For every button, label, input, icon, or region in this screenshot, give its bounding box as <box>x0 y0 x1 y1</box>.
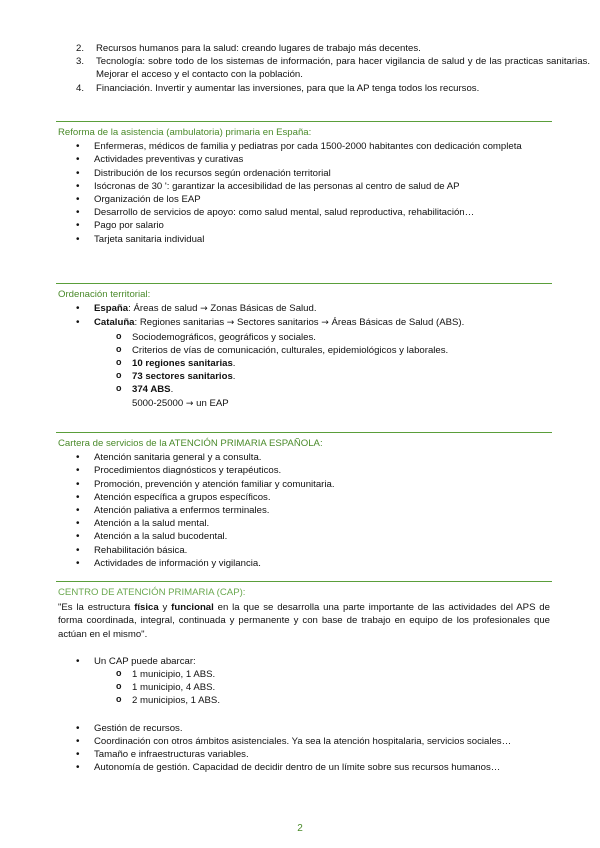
arrow-right-icon: → <box>200 304 208 315</box>
list-item: • Coordinación con otros ámbitos asistenciales. Ya sea la atención hospitalaria, servicios sociales… <box>94 735 552 748</box>
eap-ratio: 5000-25000 → un EAP <box>132 397 229 409</box>
cap-definition: "Es la estructura física y funcional en la que se desarrolla una parte importante de las actividades del APS de forma coordinada, integral, continuada y permanente y con base de trabajo en equipo de los profesionales que actúan en el mismo". <box>58 602 550 640</box>
top-numbered-list <box>58 42 590 95</box>
section-divider <box>56 283 552 284</box>
sub-list-item: o 2 municipios, 1 ABS. <box>132 694 552 707</box>
list-item: • Desarrollo de servicios de apoyo: como salud mental, salud reproductiva, rehabilitación… <box>94 206 552 219</box>
arrow-right-icon: → <box>185 398 194 409</box>
cartera-list <box>56 451 552 570</box>
sub-list-item: o 1 municipio, 1 ABS. <box>132 668 552 681</box>
section-divider <box>56 581 552 582</box>
section-heading: Cartera de servicios de la ATENCIÓN PRIMARIA ESPAÑOLA: <box>58 438 323 449</box>
sub-list-item: o 10 regiones sanitarias. <box>132 357 552 370</box>
list-item: 2. Recursos humanos para la salud: creando lugares de trabajo más decentes. <box>76 43 421 54</box>
list-item: • Atención a la salud bucodental. <box>94 530 552 543</box>
cap-abarcar-sublist <box>94 668 552 708</box>
list-item: • Distribución de los recursos según ordenación territorial <box>94 167 552 180</box>
cap-abarcar-list <box>56 655 552 708</box>
sub-list-item: o 374 ABS. <box>132 383 552 396</box>
list-item: • Autonomía de gestión. Capacidad de decidir dentro de un límite sobre sus recursos humanos… <box>94 761 552 774</box>
sub-list-item: o 73 sectores sanitarios. <box>132 370 552 383</box>
list-item: • Atención sanitaria general y a consulta. <box>94 451 552 464</box>
list-item: • Procedimientos diagnósticos y terapéuticos. <box>94 464 552 477</box>
section-heading: CENTRO DE ATENCIÓN PRIMARIA (CAP): <box>58 587 246 598</box>
list-item: • Atención a la salud mental. <box>94 517 552 530</box>
list-item: • Tamaño e infraestructuras variables. <box>94 748 552 761</box>
section-heading: Reforma de la asistencia (ambulatoria) primaria en España: <box>58 127 312 138</box>
list-item: • Atención paliativa a enfermos terminales. <box>94 504 552 517</box>
ordenacion-sublist <box>94 331 552 397</box>
list-item: • Isócronas de 30 ': garantizar la accesibilidad de las personas al centro de salud de AP <box>94 180 552 193</box>
cap-section <box>56 581 552 774</box>
list-item: • Pago por salario <box>94 219 552 232</box>
reforma-section <box>56 121 552 246</box>
cap-list <box>56 722 552 775</box>
list-item: • Organización de los EAP <box>94 193 552 206</box>
list-item: • Gestión de recursos. <box>94 722 552 735</box>
section-divider <box>56 432 552 433</box>
section-divider <box>56 121 552 122</box>
list-item: • Tarjeta sanitaria individual <box>94 233 552 246</box>
arrow-right-icon: → <box>321 318 329 329</box>
reforma-list <box>56 140 552 246</box>
list-item: • Un CAP puede abarcar: o 1 municipio, 1 ABS. o 1 municipio, 4 ABS. o 2 municipios, 1 ABS. <box>94 655 552 708</box>
sub-list-item: o Criterios de vías de comunicación, culturales, epidemiológicos y laborales. <box>132 344 552 357</box>
list-item: • Promoción, prevención y atención familiar y comunitaria. <box>94 478 552 491</box>
list-item: 4. Financiación. Invertir y aumentar las inversiones, para que la AP tenga todos los recursos. <box>76 82 480 94</box>
arrow-right-icon: → <box>226 318 235 329</box>
list-item: • Cataluña: Regiones sanitarias → Sectores sanitarios → Áreas Básicas de Salud (ABS). o Sociodemográficos, geográficos y sociales. o Criterios de vías de comunicación, culturales, epidemiológicos y laborales. o 10 regiones sanitarias. o 73 sectores sanitarios. o 374 ABS. 5000-25000 → un EAP <box>94 316 552 410</box>
cartera-section <box>56 432 552 570</box>
list-item: • España: Áreas de salud → Zonas Básicas de Salud. <box>94 302 552 316</box>
sub-list-item: o Sociodemográficos, geográficos y sociales. <box>132 331 552 344</box>
section-heading: Ordenación territorial: <box>58 289 151 300</box>
sub-list-item: o 1 municipio, 4 ABS. <box>132 681 552 694</box>
list-item: • Atención específica a grupos específicos. <box>94 491 552 504</box>
list-item: 3. Tecnología: sobre todo de los sistemas de información, para hacer vigilancia de salud y de las practicas sanitarias. Mejorar el acceso y el contacto con la población. <box>76 56 590 81</box>
ordenacion-list <box>56 302 552 411</box>
list-item: • Rehabilitación básica. <box>94 544 552 557</box>
list-item: • Actividades de información y vigilancia. <box>94 557 552 570</box>
page-number: 2 <box>297 823 303 834</box>
list-item: • Actividades preventivas y curativas <box>94 153 552 166</box>
list-item: • Enfermeras, médicos de familia y pediatras por cada 1500-2000 habitantes con dedicación completa <box>94 140 552 153</box>
ordenacion-section <box>56 283 552 411</box>
